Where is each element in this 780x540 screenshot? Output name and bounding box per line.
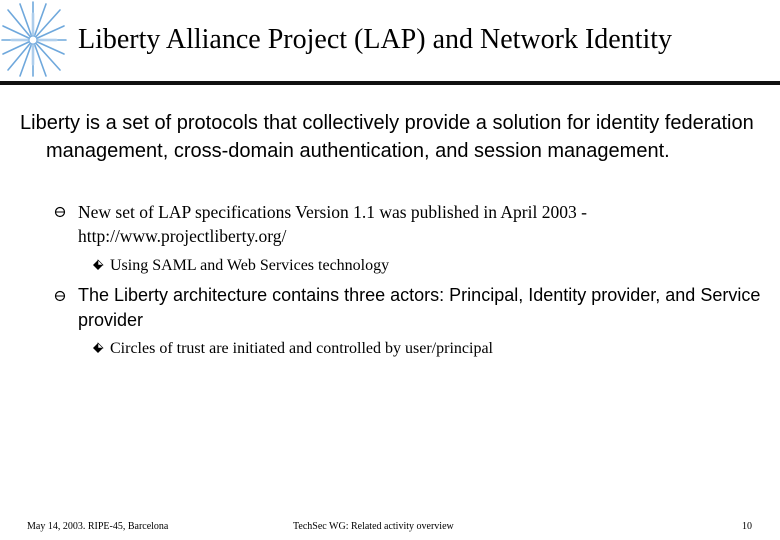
main-paragraph: Liberty is a set of protocols that collectively provide a solution for identity federation management, cross-domain authentication, and session management. (20, 112, 754, 162)
title-divider (0, 81, 780, 85)
circle-bullet-icon (54, 206, 66, 218)
page-number: 10 (742, 521, 752, 532)
diamond-bullet-icon (92, 259, 104, 271)
diamond-bullet-icon (92, 342, 104, 354)
bullet-2-sub-1-text: Circles of trust are initiated and controlled by user/principal (110, 340, 493, 357)
bullet-2-text: The Liberty architecture contains three actors: Principal, Identity provider, and Service provider (78, 285, 761, 330)
starburst-logo-icon (0, 0, 70, 78)
footer-date-venue: May 14, 2003. RIPE-45, Barcelona (27, 521, 169, 532)
slide-title: Liberty Alliance Project (LAP) and Network Identity (78, 24, 673, 55)
circle-bullet-icon (54, 290, 66, 302)
footer-session-title: TechSec WG: Related activity overview (293, 521, 454, 532)
bullet-1-text: New set of LAP specifications Version 1.1 was published in April 2003 - http://www.projectliberty.org/ (78, 202, 587, 246)
bullet-1-sub-1-text: Using SAML and Web Services technology (110, 257, 390, 274)
